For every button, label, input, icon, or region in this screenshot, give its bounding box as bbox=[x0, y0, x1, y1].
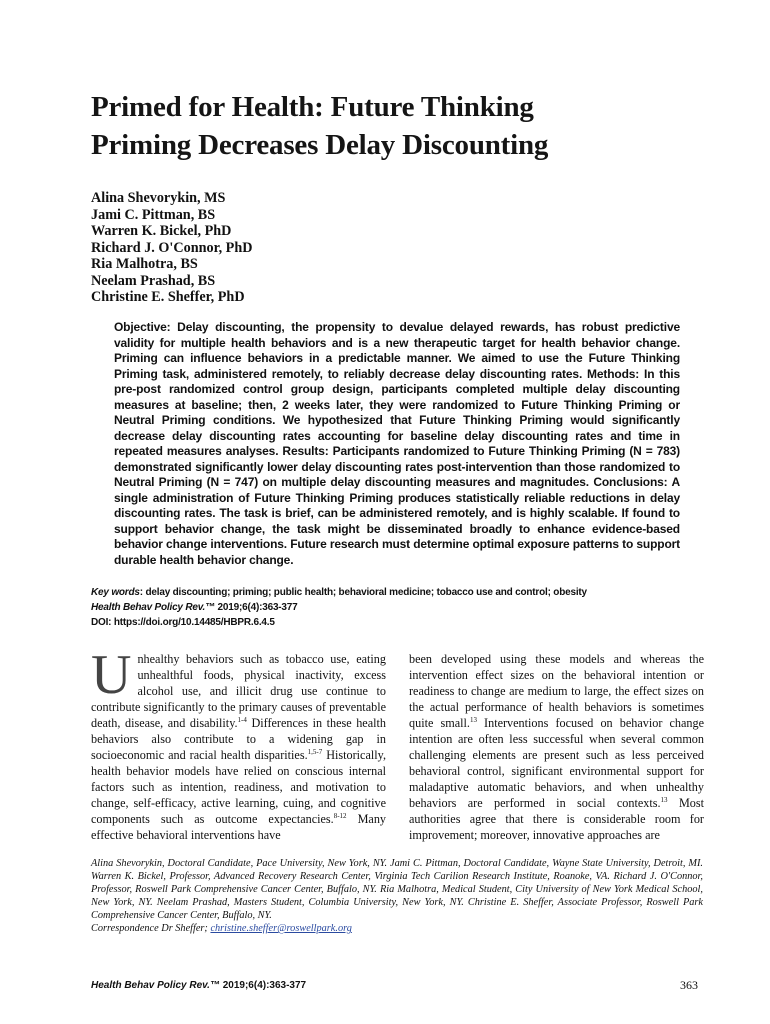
left-text-2: Differences in these health behaviors also contribute to a widening gap in socioeconomic and racial health disparities. bbox=[91, 716, 386, 762]
author-affiliations bbox=[91, 857, 703, 935]
right-text-1: been developed using these models and whereas the intervention effect sizes on the behavioral intention or readiness to change are medium to large, the effect sizes on the actual performance of health behaviors is sometimes quite small. bbox=[409, 652, 704, 730]
author-2: Jami C. Pittman, BS bbox=[91, 206, 216, 223]
reference-superscript: 13 bbox=[660, 795, 668, 804]
left-text-3: Historically, health behavior models have relied on conscious internal factors such as intention, readiness, and motivation to change, self-efficacy, active learning, cuing, and cognitive components such as outcome expectancies. bbox=[91, 748, 386, 826]
page-number: 363 bbox=[680, 978, 698, 992]
reference-superscript: 1-4 bbox=[237, 715, 247, 724]
footer-citation-text: 2019;6(4):363-377 bbox=[219, 980, 307, 991]
doi-line: DOI: https://doi.org/10.14485/HBPR.6.4.5 bbox=[91, 617, 275, 628]
body-column-right bbox=[409, 651, 704, 843]
abstract-methods-text: In this pre-post randomized control group design, participants completed multiple delay discounting measures at baseline; then, 2 weeks later, they were randomized to Future Thinking Priming or Neutral Priming conditions. We hypothesized that Future Thinking Priming would significantly decrease delay discounting rates accounting for baseline delay discounting rates and time in repeated measures analyses. bbox=[114, 366, 680, 458]
author-6: Neelam Prashad, BS bbox=[91, 272, 216, 289]
abstract-objective-label: Objective: bbox=[114, 320, 171, 334]
body-column-left bbox=[91, 644, 387, 843]
abstract-results-text: Participants randomized to Future Thinking Priming (N = 783) demonstrated significantly lower delay discounting rates post-intervention than those randomized to Neutral Priming (N = 747) on multiple delay discounting measures and magnitudes. bbox=[114, 444, 680, 489]
author-1: Alina Shevorykin, MS bbox=[91, 190, 226, 206]
author-list bbox=[91, 190, 491, 306]
right-text-3: Most authorities agree that there is considerable room for improvement; moreover, innovative approaches are bbox=[409, 796, 704, 842]
abstract-methods-label: Methods: bbox=[587, 366, 640, 381]
correspondence-label: Correspondence Dr Sheffer; bbox=[91, 923, 211, 934]
footer-citation bbox=[91, 980, 306, 991]
keywords-label: Key words bbox=[91, 587, 140, 598]
left-text-4: Many effective behavioral interventions have bbox=[91, 812, 387, 842]
article-meta bbox=[91, 585, 711, 630]
keywords-text: : delay discounting; priming; public health; behavioral medicine; tobacco use and control; obesity bbox=[139, 587, 587, 598]
reference-superscript: 1,5-7 bbox=[307, 747, 323, 756]
keywords-line bbox=[91, 585, 711, 600]
abstract-objective-text: Delay discounting, the propensity to devalue delayed rewards, has robust predictive validity for multiple health behaviors and is a new therapeutic target for health behavior change. Priming can influence behaviors in a predictable manner. We aimed to use the Future Thinking Priming task, administered remotely, to reliably decrease delay discounting rates. bbox=[114, 320, 681, 381]
right-text-2: Interventions focused on behavior change intention are often less successful when several common challenging elements are present such as less perceived behavioral control, significant environmental support for maladaptive automatic behaviors, and when unhealthy behaviors are performed in social contexts. bbox=[409, 716, 705, 810]
citation-line bbox=[91, 600, 711, 615]
author-3: Warren K. Bickel, PhD bbox=[91, 223, 232, 239]
author-5: Ria Malhotra, BS bbox=[91, 256, 198, 272]
citation-text: 2019;6(4):363-377 bbox=[214, 602, 298, 613]
reference-superscript: 8-12 bbox=[333, 811, 347, 820]
abstract-results-label: Results: bbox=[282, 444, 329, 458]
title-line-1: Primed for Health: Future Thinking bbox=[91, 91, 534, 123]
journal-name: Health Behav Policy Rev.™ bbox=[91, 602, 215, 613]
reference-superscript: 13 bbox=[469, 715, 477, 724]
footer-journal-name: Health Behav Policy Rev.™ bbox=[91, 980, 220, 991]
correspondence-line bbox=[91, 922, 703, 935]
affiliations-text: Alina Shevorykin, Doctoral Candidate, Pace University, New York, NY. Jami C. Pittman, Doctoral Candidate, Wayne State University, Detroit, MI. Warren K. Bickel, Professor, Advanced Recovery Research Center, Virginia Tech Carilion Research Institute, Roanoke, VA. Richard J. O'Connor, Professor, Roswell Park Comprehensive Cancer Center, Buffalo, NY. Ria Malhotra, Medical Student, City University of New York Medical School, New York, NY. Neelam Prashad, Masters Student, Columbia University, New York, NY. Christine E. Sheffer, Associate Professor, Roswell Park Comprehensive Cancer Center, Buffalo, NY. bbox=[91, 858, 703, 921]
author-4: Richard J. O'Connor, PhD bbox=[91, 239, 253, 256]
title-line-2: Priming Decreases Delay Discounting bbox=[91, 129, 549, 161]
correspondence-email-link[interactable]: christine.sheffer@roswellpark.org bbox=[210, 923, 352, 934]
drop-cap: U bbox=[91, 644, 132, 706]
abstract bbox=[114, 320, 680, 568]
abstract-conclusions-text: A single administration of Future Thinking Priming produces statistically reliable reductions in delay discounting rates. The task is brief, can be administered remotely, and is highly scalable. If found to support behavior change, the task might be disseminated broadly to enhance evidence-based behavior change interventions. Future research must determine optimal exposure patterns to support durable health behavior change. bbox=[114, 475, 680, 567]
left-text-1: nhealthy behaviors such as tobacco use, eating unhealthful foods, physical inactivity, excess alcohol use, and illicit drug use continue to contribute significantly to the primary causes of preventable death, disease, and disability. bbox=[91, 652, 386, 730]
abstract-conclusions-label: Conclusions: bbox=[593, 475, 668, 489]
article-title bbox=[91, 88, 691, 164]
author-7: Christine E. Sheffer, PhD bbox=[91, 289, 245, 305]
